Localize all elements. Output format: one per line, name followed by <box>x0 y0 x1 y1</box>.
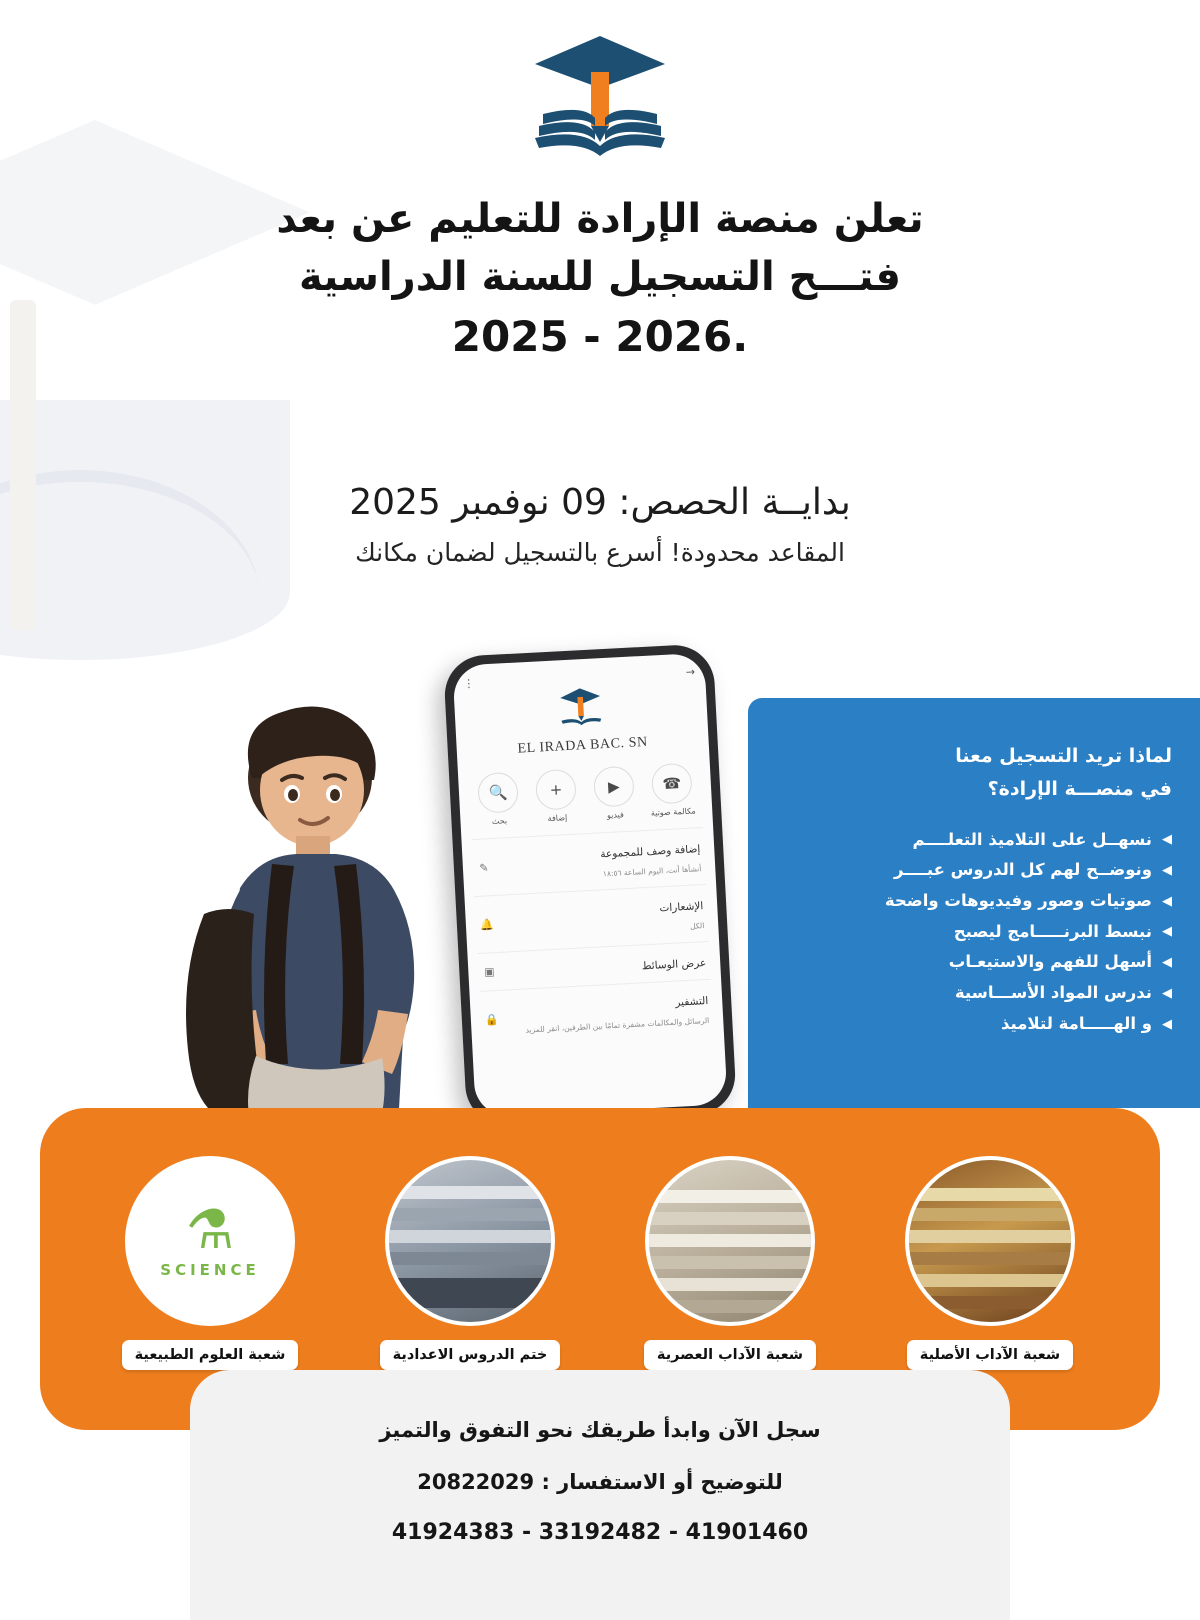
inquiry-line: للتوضيح أو الاستفسار : 20822029 <box>417 1470 783 1494</box>
row-title: إضافة وصف للمجموعة <box>599 843 701 861</box>
contact-card <box>190 1370 1010 1620</box>
row-subtitle: الكل <box>689 921 705 931</box>
books-and-calculator-photo <box>385 1156 555 1326</box>
stack-of-books-photo <box>645 1156 815 1326</box>
call-to-action-text: سجل الآن وابدأ طريقك نحو التفوق والتميز <box>379 1418 821 1442</box>
limited-seats-note: المقاعد محدودة! أسرع بالتسجيل لضمان مكانك <box>355 538 845 568</box>
video-icon: ▶ <box>593 766 635 808</box>
search-icon: 🔍 <box>477 772 519 814</box>
list-item <box>776 888 1172 915</box>
list-item[interactable] <box>479 979 714 1048</box>
row-subtitle: أنشأها أنت، اليوم الساعة ١٨:٥٦ <box>602 864 702 879</box>
app-logo-icon <box>557 685 605 729</box>
bullet-arrow-icon: ◀ <box>1162 893 1172 909</box>
phone-icon: ☎ <box>651 763 693 805</box>
branch-label: ختم الدروس الاعدادية <box>380 1340 561 1370</box>
phone-group-name: EL IRADA BAC. SN <box>517 734 649 757</box>
phone-action-video[interactable] <box>585 765 644 821</box>
benefit-text: صوتيات وصور وفيديوهات واضحة <box>884 890 1152 910</box>
benefit-text: ندرس المواد الأســـاسية <box>954 983 1152 1003</box>
phone-numbers: 41924383 - 33192482 - 41901460 <box>391 1520 809 1545</box>
lock-icon: 🔒 <box>484 1012 500 1027</box>
branch-item[interactable] <box>635 1156 825 1370</box>
phone-menu-icon: ⋮ <box>462 676 475 691</box>
why-register-title-1: لماذا تريد التسجيل معنا <box>955 745 1172 767</box>
phone-action-label: مكالمة صوتية <box>650 806 696 818</box>
why-register-panel <box>748 698 1200 1108</box>
benefit-text: أسهل للفهم والاستيعـاب <box>948 952 1152 972</box>
headline-line-1: تعلن منصة الإرادة للتعليم عن بعد <box>276 196 924 242</box>
bullet-arrow-icon: ◀ <box>1162 955 1172 971</box>
benefit-text: نسهــل على التلاميذ التعلــــم <box>912 829 1152 849</box>
benefit-text: ونوضــح لهم كل الدروس عبــــر <box>894 860 1152 880</box>
phone-action-label: فيديو <box>606 810 624 821</box>
add-person-icon: + <box>535 769 577 811</box>
branches-row <box>40 1108 1160 1370</box>
branch-label: شعبة الآداب العصرية <box>644 1340 816 1370</box>
headline-line-2: فتـــح التسجيل للسنة الدراسية <box>299 254 901 300</box>
branch-item[interactable] <box>375 1156 565 1370</box>
list-item <box>776 919 1172 946</box>
branch-item[interactable] <box>115 1156 305 1370</box>
logo-container <box>0 30 1200 165</box>
list-item <box>776 857 1172 884</box>
graduation-cap-pencil-book-logo <box>525 30 675 165</box>
stack-of-books-photo <box>905 1156 1075 1326</box>
phone-screen <box>452 653 727 1118</box>
student-character-illustration <box>160 658 490 1128</box>
pencil-icon: ✎ <box>478 860 489 875</box>
science-wordmark: SCIENCE <box>160 1261 260 1279</box>
headline-block <box>0 190 1200 361</box>
bullet-arrow-icon: ◀ <box>1162 1016 1172 1032</box>
benefits-list <box>776 827 1172 1038</box>
row-title: الإشعارات <box>659 900 704 915</box>
bell-icon: 🔔 <box>479 917 495 932</box>
phone-action-label: إضافة <box>547 813 568 824</box>
list-item <box>776 949 1172 976</box>
list-item <box>776 827 1172 854</box>
phone-action-row <box>468 762 702 827</box>
benefit-text: و الهـــــامة لتلاميذ <box>1000 1013 1152 1033</box>
bullet-arrow-icon: ◀ <box>1162 832 1172 848</box>
phone-action-label: بحث <box>491 816 508 827</box>
bullet-arrow-icon: ◀ <box>1162 985 1172 1001</box>
benefit-text: نبسط البرنـــــامج ليصبح <box>953 921 1152 941</box>
row-subtitle: الرسائل والمكالمات مشفرة تمامًا بين الطرفين، انقر للمزيد <box>525 1015 710 1035</box>
phone-action-add[interactable] <box>527 768 586 824</box>
science-flask-logo <box>125 1156 295 1326</box>
hero-illustration <box>0 640 780 1120</box>
back-arrow-icon: → <box>685 665 696 679</box>
flask-icon: ⚗ <box>185 1198 235 1261</box>
list-item <box>776 980 1172 1007</box>
branch-label: شعبة الآداب الأصلية <box>907 1340 1073 1370</box>
row-title: عرض الوسائط <box>641 957 707 973</box>
list-item <box>776 1011 1172 1038</box>
media-icon: ▣ <box>483 965 495 979</box>
subheadline-block <box>0 478 1200 567</box>
phone-action-call[interactable] <box>643 762 702 818</box>
branch-label: شعبة العلوم الطبيعية <box>122 1340 299 1370</box>
why-register-title-2: في منصـــة الإرادة؟ <box>987 778 1172 801</box>
session-start-date: بدايــة الحصص: 09 نوفمبر 2025 <box>349 482 851 523</box>
row-title: التشفير <box>675 994 709 1009</box>
branch-item[interactable] <box>895 1156 1085 1370</box>
headline-school-years: 2025 - 2026. <box>451 312 749 361</box>
bullet-arrow-icon: ◀ <box>1162 863 1172 879</box>
bullet-arrow-icon: ◀ <box>1162 924 1172 940</box>
